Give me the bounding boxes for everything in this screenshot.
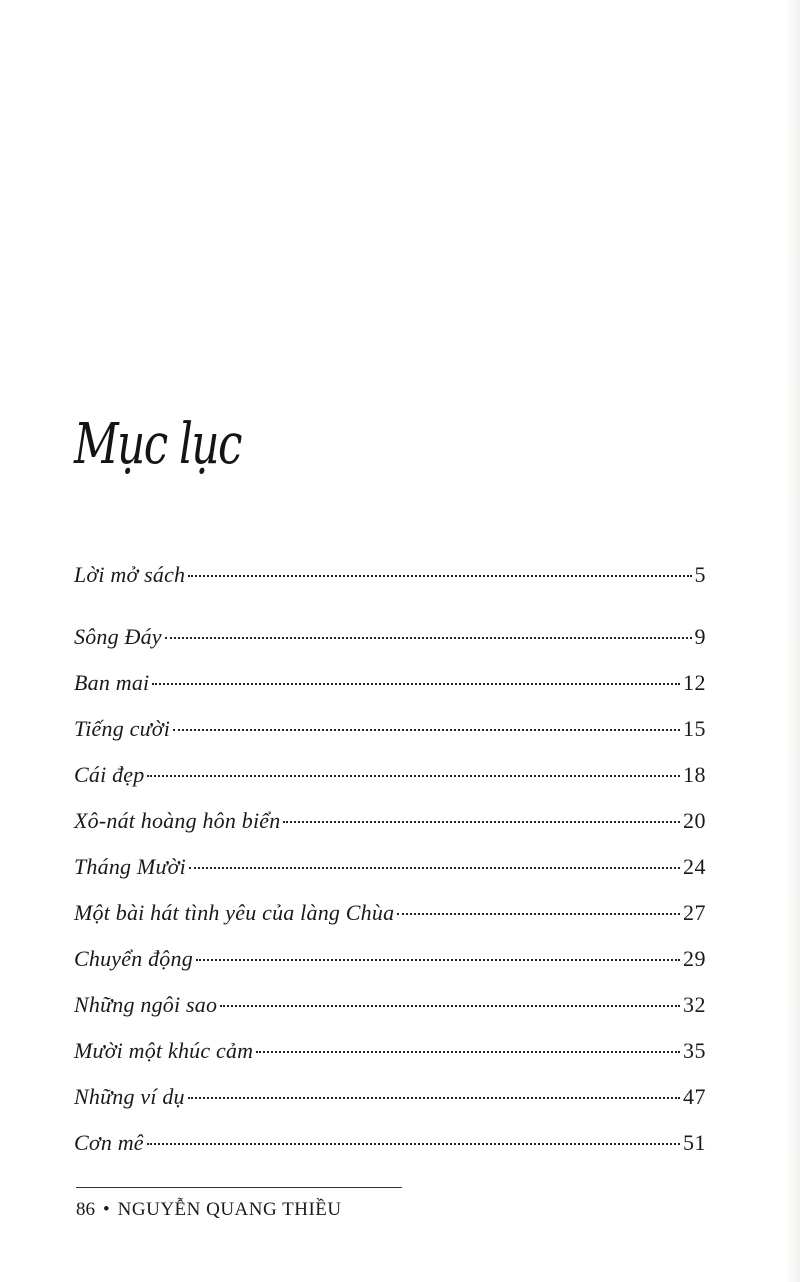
toc-entry[interactable] <box>74 1123 706 1163</box>
toc-entry-page: 32 <box>683 992 706 1017</box>
toc-entry[interactable] <box>74 893 706 933</box>
toc-entry-title: Lời mở sách <box>74 562 186 587</box>
toc-entry-title: Sông Đáy <box>74 624 162 649</box>
toc-entry[interactable] <box>74 709 706 749</box>
toc-entry[interactable] <box>74 617 706 657</box>
toc-entry[interactable] <box>74 555 706 595</box>
toc-entry[interactable] <box>74 663 706 703</box>
toc-entry[interactable] <box>74 755 706 795</box>
toc-entry[interactable] <box>74 801 706 841</box>
toc-entry[interactable] <box>74 939 706 979</box>
toc-entry[interactable] <box>74 1031 706 1071</box>
toc-entry-title: Cái đẹp <box>74 762 145 787</box>
toc-entry-page: 5 <box>694 562 706 587</box>
toc-entry-title: Cơn mê <box>74 1130 144 1155</box>
toc-entry-title: Chuyển động <box>74 946 193 971</box>
toc-entry-title: Một bài hát tình yêu của làng Chùa <box>74 900 395 925</box>
toc-entry[interactable] <box>74 1077 706 1117</box>
toc-entry-page: 24 <box>683 854 706 879</box>
toc-entry[interactable] <box>74 847 706 887</box>
toc-entry-page: 15 <box>683 716 706 741</box>
toc-entry-page: 18 <box>683 762 706 787</box>
footer-page-number: 86 <box>76 1199 95 1220</box>
toc-entry-title: Mười một khúc cảm <box>74 1038 254 1063</box>
dot-leader <box>283 821 680 823</box>
toc-entry-page: 51 <box>683 1130 706 1155</box>
toc-entry-page: 9 <box>694 624 706 649</box>
dot-leader <box>256 1051 680 1053</box>
toc-entry-title: Ban mai <box>74 670 150 695</box>
page-title: Mục lục <box>74 412 241 477</box>
toc-entry-page: 27 <box>683 900 706 925</box>
dot-leader <box>397 913 680 915</box>
toc-entry-title: Tiếng cười <box>74 716 171 741</box>
running-footer <box>76 1196 342 1224</box>
footer-separator: • <box>103 1199 110 1220</box>
page-edge-shadow <box>786 0 800 1282</box>
dot-leader <box>188 1097 680 1099</box>
dot-leader <box>173 729 680 731</box>
dot-leader <box>165 637 692 639</box>
footer-divider <box>76 1187 402 1188</box>
dot-leader <box>147 775 680 777</box>
toc-entry-page: 20 <box>683 808 706 833</box>
dot-leader <box>152 683 680 685</box>
toc-entry-page: 47 <box>683 1084 706 1109</box>
dot-leader <box>147 1143 680 1145</box>
footer-author: NGUYỄN QUANG THIỀU <box>117 1199 342 1220</box>
toc-entry[interactable] <box>74 985 706 1025</box>
toc-entry-title: Xô-nát hoàng hôn biển <box>74 808 281 833</box>
dot-leader <box>188 575 691 577</box>
dot-leader <box>189 867 680 869</box>
toc-entry-page: 35 <box>683 1038 706 1063</box>
toc-entry-title: Tháng Mười <box>74 854 186 879</box>
toc-entry-title: Những ngôi sao <box>74 992 218 1017</box>
dot-leader <box>220 1005 680 1007</box>
toc-entry-page: 12 <box>683 670 706 695</box>
toc-entry-title: Những ví dụ <box>74 1084 185 1109</box>
toc-entry-page: 29 <box>683 946 706 971</box>
dot-leader <box>196 959 680 961</box>
